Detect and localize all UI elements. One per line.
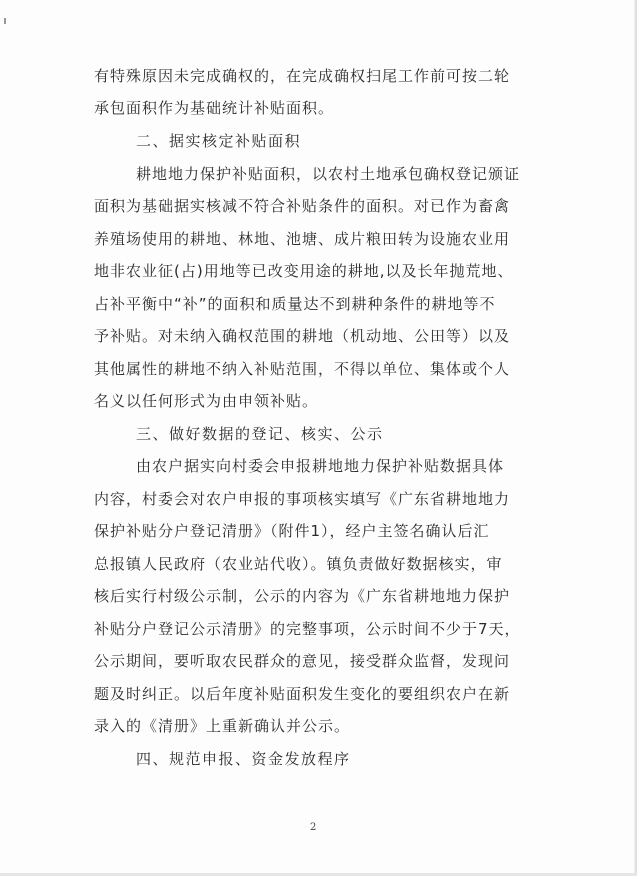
paragraph-line: 有特殊原因未完成确权的，在完成确权扫尾工作前可按二轮 bbox=[94, 67, 511, 85]
paragraph-line: 由农户据实向村委会申报耕地地力保护补贴数据具体 bbox=[136, 457, 505, 475]
paragraph-line: 名义以任何形式为由申领补贴。 bbox=[94, 392, 319, 410]
paragraph-line: 占补平衡中“补”的面积和质量达不到耕种条件的耕地等不 bbox=[94, 295, 496, 313]
paragraph-line: 面积为基础据实核减不符合补贴条件的面积。对已作为畜禽 bbox=[94, 197, 511, 215]
section-heading-2: 二、据实核定补贴面积 bbox=[136, 132, 302, 150]
paragraph-line: 公示期间，要听取农民群众的意见，接受群众监督，发现问 bbox=[94, 652, 511, 670]
paragraph-line: 保护补贴分户登记清册》（附件1），经户主签名确认后汇 bbox=[94, 522, 490, 540]
paragraph-line: 总报镇人民政府（农业站代收）。镇负责做好数据核实，审 bbox=[94, 555, 503, 573]
paragraph-line: 予补贴。对未纳入确权范围的耕地（机动地、公田等）以及 bbox=[94, 327, 511, 345]
section-heading-4: 四、规范申报、资金发放程序 bbox=[136, 750, 351, 768]
page-number: 2 bbox=[310, 822, 317, 833]
paragraph-line: 养殖场使用的耕地、林地、池塘、成片粮田转为设施农业用 bbox=[94, 230, 511, 248]
paragraph-line: 题及时纠正。以后年度补贴面积发生变化的要组织农户在新 bbox=[94, 685, 511, 703]
paragraph-line: 耕地地力保护补贴面积，以农村土地承包确权登记颁证 bbox=[136, 165, 521, 183]
section-heading-3: 三、做好数据的登记、核实、公示 bbox=[136, 425, 384, 443]
scan-artifact bbox=[4, 18, 6, 24]
paragraph-line: 内容，村委会对农户申报的事项核实填写《广东省耕地地力 bbox=[94, 490, 511, 508]
paragraph-line: 地非农业征(占)用地等已改变用途的耕地,以及长年抛荒地、 bbox=[94, 262, 514, 280]
paragraph-line: 补贴分户登记公示清册》的完整事项，公示时间不少于7天， bbox=[94, 620, 521, 638]
paragraph-line: 核后实行村级公示制，公示的内容为《广东省耕地地力保护 bbox=[94, 587, 511, 605]
paragraph-line: 其他属性的耕地不纳入补贴范围，不得以单位、集体或个人 bbox=[94, 360, 511, 378]
paragraph-line: 录入的《清册》上重新确认并公示。 bbox=[94, 717, 351, 735]
paragraph-line: 承包面积作为基础统计补贴面积。 bbox=[94, 99, 335, 117]
